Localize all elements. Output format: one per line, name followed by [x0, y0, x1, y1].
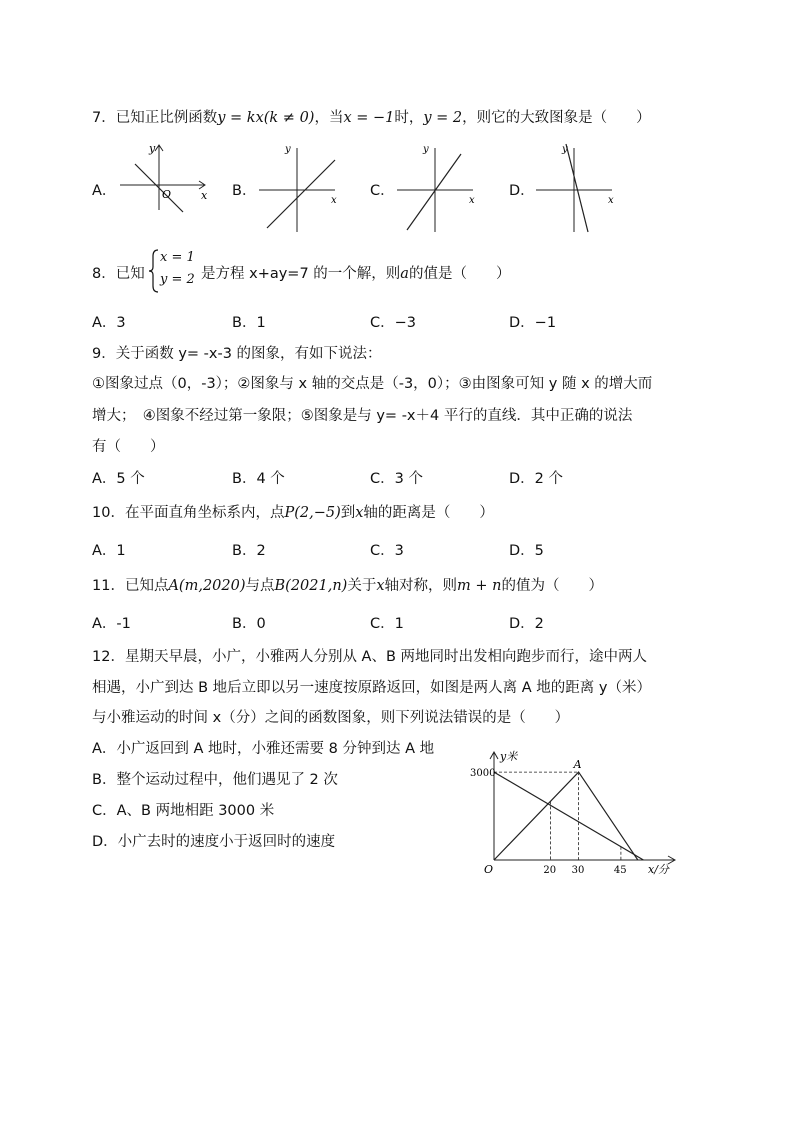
q7-formula: y = kx(k ≠ 0): [217, 110, 315, 126]
q11-stem-text: 11．已知点: [92, 578, 169, 594]
q7-stem: [92, 106, 651, 127]
q8-option-d: D．−1: [509, 315, 557, 331]
q7-stem-text-2: ，当: [314, 110, 344, 126]
q8-option-b: B．1: [232, 315, 266, 331]
q9-line-4: 有（ ）: [92, 439, 165, 455]
x-axis-label: x: [201, 189, 208, 202]
x-tick-label-45: 45: [613, 865, 627, 876]
q9-option-c: C．3 个: [370, 471, 423, 487]
q12-line-1: 12．星期天早晨，小广，小雅两人分别从 A、B 两地同时出发相向跑步而行，途中两人: [92, 649, 648, 665]
q10-option-d: D．5: [509, 543, 544, 559]
q7-graph-c: [393, 140, 483, 235]
x-axis-label: x/分: [648, 863, 669, 876]
q10-stem-text: 10．在平面直角坐标系内，点: [92, 505, 285, 521]
q8-variable: a: [400, 266, 409, 282]
q7-stem-text: 7．已知正比例函数: [92, 110, 218, 126]
q9-line-1: 9．关于函数 y= -x-3 的图象，有如下说法：: [92, 346, 382, 362]
y-axis-label: y米: [500, 750, 518, 763]
q7-stem-text-4: ，则它的大致图象是（ ）: [462, 110, 651, 126]
q8-stem-text-2: 的值是（ ）: [408, 266, 511, 282]
q12-option-d: D．小广去时的速度小于返回时的速度: [92, 834, 336, 850]
peak-label: A: [573, 758, 582, 772]
q7-graph-d: [532, 140, 622, 235]
q9-option-a: A．5 个: [92, 471, 145, 487]
chart-marks: [470, 758, 643, 876]
q8-equation-system: [148, 248, 200, 294]
function-line: [407, 154, 461, 230]
q12-distance-time-chart: [470, 742, 685, 882]
q11-option-b: B．0: [232, 616, 266, 632]
x-tick-label-20: 20: [543, 865, 557, 876]
y-axis-label: y: [149, 142, 156, 155]
y-axis-label: y: [562, 144, 568, 155]
y-tick-label-3000: 3000: [470, 768, 496, 780]
q11-expression: m + n: [457, 578, 502, 594]
q7-graph-a: [115, 140, 215, 215]
function-line: [566, 144, 588, 232]
y-axis-label: y: [423, 144, 429, 155]
q12-line-2: 相遇，小广到达 B 地后立即以另一速度按原路返回，如图是两人离 A 地的距离 y（米）: [92, 680, 651, 696]
q11-option-c: C．1: [370, 616, 404, 632]
x-axis-label: x: [331, 195, 337, 206]
q8-stem-pre: 8．已知: [92, 266, 145, 282]
x-axis-label: x: [608, 195, 614, 206]
q7-stem-text-3: 时，: [394, 110, 424, 126]
q11-point-b: B(2021,n): [274, 578, 348, 594]
x-tick-label-30: 30: [571, 865, 585, 876]
q8-brace-icon: [148, 248, 160, 294]
q11-stem-text-5: 的值为（ ）: [501, 578, 603, 594]
origin-label: O: [484, 863, 494, 876]
q8-stem-text: 是方程 x+ay=7 的一个解，则: [201, 266, 401, 282]
q7-option-d-label: D．: [509, 183, 535, 199]
q10-option-c: C．3: [370, 543, 404, 559]
q10-option-a: A．1: [92, 543, 126, 559]
y-axis-label: y: [285, 144, 291, 155]
q11-stem-text-4: 轴对称，则: [384, 578, 458, 594]
q8-stem: [201, 262, 510, 283]
q8-equation-1: x = 1: [160, 250, 195, 265]
q7-option-a-label: A．: [92, 183, 117, 199]
q11-stem-text-3: 关于: [347, 578, 377, 594]
q12-option-c: C．A、B 两地相距 3000 米: [92, 803, 275, 819]
q8-option-c: C．−3: [370, 315, 416, 331]
q11-stem: [92, 574, 603, 595]
q11-option-a: A．-1: [92, 616, 131, 632]
q11-point-a: A(m,2020): [168, 578, 246, 594]
q10-point: P(2,−5): [284, 505, 341, 521]
q9-line-3: 增大； ④图象不经过第一象限；⑤图象是与 y= -x＋4 平行的直线．其中正确的说法: [92, 408, 633, 424]
q9-line-2: ①图象过点（0，-3）；②图象与 x 轴的交点是（-3，0）；③由图象可知 y 随 x 的增大而: [92, 376, 653, 392]
q10-axis: x: [355, 505, 364, 521]
q12-option-b: B．整个运动过程中，他们遇见了 2 次: [92, 772, 338, 788]
q10-option-b: B．2: [232, 543, 266, 559]
q12-line-3: 与小雅运动的时间 x（分）之间的函数图象，则下列说法错误的是（ ）: [92, 710, 570, 726]
q10-stem: [92, 501, 494, 522]
q11-option-d: D．2: [509, 616, 544, 632]
x-axis-label: x: [469, 195, 475, 206]
q12-option-a: A．小广返回到 A 地时，小雅还需要 8 分钟到达 A 地: [92, 741, 435, 757]
q7-option-c-label: C．: [370, 183, 395, 199]
q11-stem-text-2: 与点: [245, 578, 275, 594]
q8-option-a: A．3: [92, 315, 126, 331]
q7-cond-x: x = −1: [343, 110, 395, 126]
q7-option-b-label: B．: [232, 183, 257, 199]
q7-cond-y: y = 2: [423, 110, 463, 126]
origin-label: O: [162, 188, 172, 201]
q8-equation-2: y = 2: [160, 272, 195, 287]
q7-graph-b: [255, 140, 345, 235]
q10-stem-text-2: 到: [340, 505, 356, 521]
q10-stem-text-3: 轴的距离是（ ）: [363, 505, 494, 521]
q11-axis: x: [376, 578, 385, 594]
q9-option-d: D．2 个: [509, 471, 563, 487]
function-line: [267, 160, 335, 228]
q9-option-b: B．4 个: [232, 471, 285, 487]
